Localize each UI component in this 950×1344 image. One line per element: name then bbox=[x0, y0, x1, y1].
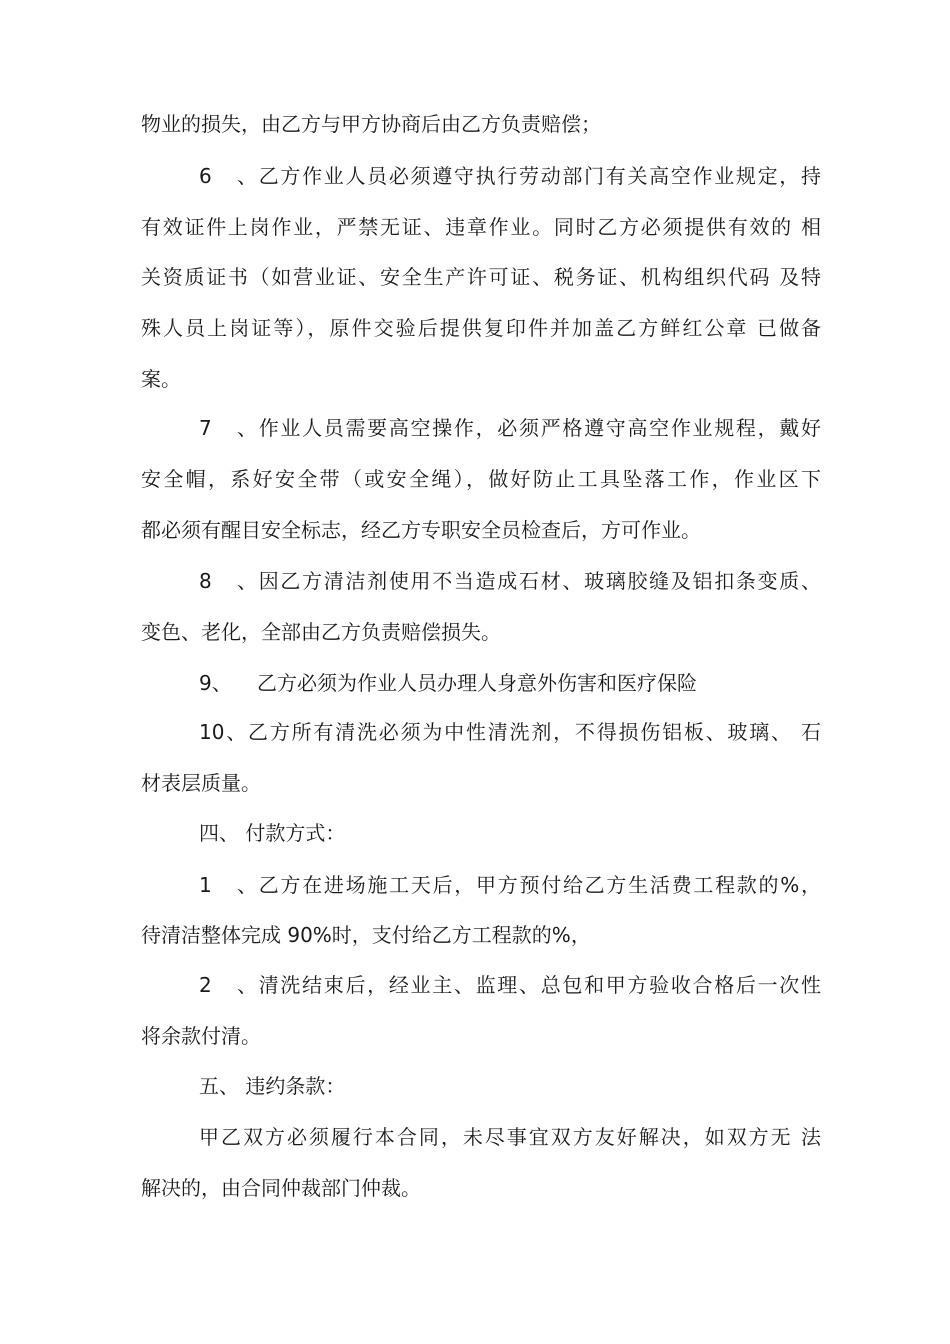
clause-6-line: 6、乙方作业人员必须遵守执行劳动部门有关高空作业规定，持 bbox=[199, 161, 821, 191]
clause-number: 9、 bbox=[199, 671, 232, 695]
section-heading-breach: 五、 违约条款： bbox=[199, 1074, 346, 1098]
clause-10-line: 10、乙方所有清洗必须为中性清洗剂，不得损伤铝板、玻璃、 石 bbox=[199, 720, 821, 744]
clause-9-line: 9、 乙方必须为作业人员办理人身意外伤害和医疗保险 bbox=[199, 668, 821, 698]
text-line: 有效证件上岗作业，严禁无证、违章作业。同时乙方必须提供有效的 相 bbox=[141, 215, 821, 239]
text-line: 案。 bbox=[141, 367, 181, 391]
clause-number: 8、 bbox=[199, 569, 257, 593]
clause-number: 1、 bbox=[199, 873, 257, 897]
text-line: 关资质证书（如营业证、安全生产许可证、税务证、机构组织代码 及特 bbox=[141, 265, 821, 289]
text-line: 解决的，由合同仲裁部门仲裁。 bbox=[141, 1176, 421, 1200]
clause-number: 7、 bbox=[199, 416, 257, 440]
clause-7-line: 7、作业人员需要高空操作，必须严格遵守高空作业规程，戴好 bbox=[199, 413, 821, 443]
text-line: 变色、老化，全部由乙方负责赔偿损失。 bbox=[141, 620, 501, 644]
clause-number: 6、 bbox=[199, 164, 257, 188]
text-line: 殊人员上岗证等），原件交验后提供复印件并加盖乙方鲜红公章 已做备 bbox=[141, 316, 821, 340]
text-line: 材表层质量。 bbox=[141, 771, 261, 795]
text-line: 物业的损失，由乙方与甲方协商后由乙方负责赔偿； bbox=[141, 112, 601, 136]
payment-1-line: 1、乙方在进场施工天后，甲方预付给乙方生活费工程款的%， bbox=[199, 870, 821, 900]
breach-text-line: 甲乙双方必须履行本合同，未尽事宜双方友好解决，如双方无 法 bbox=[199, 1125, 821, 1149]
text-line: 将余款付清。 bbox=[141, 1024, 261, 1048]
section-heading-payment: 四、 付款方式： bbox=[199, 821, 346, 845]
payment-2-line: 2、清洗结束后，经业主、监理、总包和甲方验收合格后一次性 bbox=[199, 970, 821, 1000]
clause-number: 2、 bbox=[199, 973, 257, 997]
clause-8-line: 8、因乙方清洁剂使用不当造成石材、玻璃胶缝及铝扣条变质、 bbox=[199, 566, 821, 596]
text-line: 安全帽，系好安全带（或安全绳），做好防止工具坠落工作，作业区下 bbox=[141, 467, 821, 491]
text-line: 待清洁整体完成 90%时，支付给乙方工程款的%， bbox=[141, 923, 591, 947]
text-line: 都必须有醒目安全标志，经乙方专职安全员检查后，方可作业。 bbox=[141, 518, 701, 542]
